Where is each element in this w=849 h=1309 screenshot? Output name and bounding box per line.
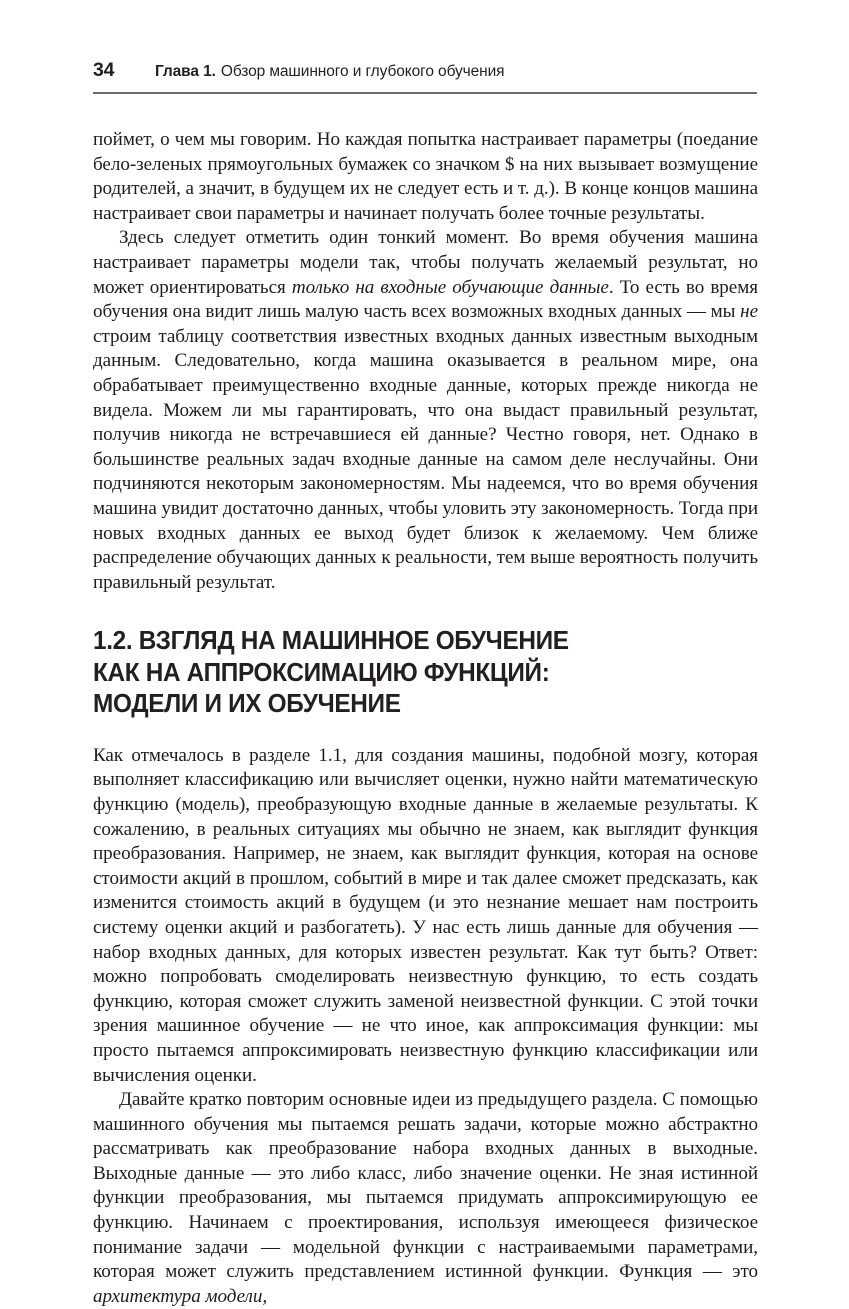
paragraph-training-data: [93, 226, 758, 595]
paragraph-function-approximation: Как отмечалось в разделе 1.1, для создания машины, подобной мозгу, которая выполняет классификацию или вычисляет оценки, нужно найти математическую функцию (модель), преобразующую входные данные в желаемые результаты. К сожалению, в реальных ситуациях мы обычно не знаем, как выглядит функция преобразования. Например, не знаем, как выглядит функция, которая на основе стоимости акций в прошлом, событий в мире и так далее сможет предсказать, как изменится стоимость акций в будущем (и это незнание мешает нам построить систему оценки акций и разбогатеть). У нас есть лишь данные для обучения — набор входных данных, для которых известен результат. Как тут быть? Ответ: можно попробовать смоделировать неизвестную функцию, то есть создать функцию, которая сможет служить заменой неизвестной функции. С этой точки зрения машинное обучение — не что иное, как аппроксимация функции: мы просто пытаемся аппроксимировать неизвестную функцию классификации или вычисления оценки.: [93, 744, 758, 1086]
section-heading-line-3: МОДЕЛИ И ИХ ОБУЧЕНИЕ: [93, 690, 401, 719]
running-head-title: Обзор машинного и глубокого обучения: [220, 63, 505, 80]
emphasis-input-training-data: только на входные обучающие данные: [291, 276, 609, 298]
section-heading: [93, 626, 728, 721]
paragraph-text-segment: строим таблицу соответствия известных входных данных известным выходным данным. Следовательно, когда машина оказывается в реальном мире, она обрабатывает преимущественно входные данные, которых прежде никогда не видела. Можем ли мы гарантировать, что она выдаст правильный результат, получив никогда не встречавшиеся ей данные? Честно говоря, нет. Однако в большинстве реальных задач входные данные на самом деле неслучайны. Они подчиняются некоторым закономерностям. Мы надеемся, что во время обучения машина увидит достаточно данных, чтобы уловить эту закономерность. Тогда при новых входных данных ее выход будет близок к желаемому. Чем ближе распределение обучающих данных к реальности, тем выше вероятность получить правильный результат.: [93, 325, 758, 593]
section-heading-line-1: 1.2. ВЗГЛЯД НА МАШИННОЕ ОБУЧЕНИЕ: [93, 627, 569, 656]
emphasis-not: не: [740, 301, 758, 323]
section-heading-line-2: КАК НА АППРОКСИМАЦИЮ ФУНКЦИЙ:: [93, 658, 550, 687]
paragraph-text-segment: Давайте кратко повторим основные идеи из предыдущего раздела. С помощью машинного обучения мы пытаемся решать задачи, которые можно абстрактно рассматривать как преобразование набора входных данных в выходные. Выходные данные — это либо класс, либо значение оценки. Не зная истинной функции преобразования, мы пытаемся придумать аппроксимирующую ее функцию. Начинаем с проектирования, используя имеющееся физическое понимание задачи — модельной функции с настраиваемыми параметрами, которая может служить представлением истинной функции. Функция — это: [93, 1089, 758, 1283]
paragraph-continued: поймет, о чем мы говорим. Но каждая попытка настраивает параметры (поедание бело-зеленых прямоугольных бумажек со значком $ на них вызывает возмущение родителей, а значит, в будущем их не следует есть и т. д.). В конце концов машина настраивает свои параметры и начинает получать более точные результаты.: [93, 129, 758, 224]
paragraph-recap: [93, 1088, 758, 1309]
paragraph-text-segment: Здесь следует отметить один тонкий момент. Во время обучения машина настраивает параметры модели так, чтобы получать желаемый результат, но может ориентироваться: [93, 227, 758, 298]
running-head-chapter: Глава 1.: [155, 63, 216, 80]
section-heading-block: [93, 626, 758, 721]
text-column: [93, 128, 758, 1309]
page-number: 34: [93, 59, 115, 81]
paragraph-text-segment: . То есть во время обучения она видит лишь малую часть всех возможных входных данных — мы: [93, 276, 758, 323]
header-divider: [93, 92, 757, 94]
running-head: [93, 59, 757, 89]
emphasis-model-architecture: архитектура модели,: [93, 1285, 268, 1307]
